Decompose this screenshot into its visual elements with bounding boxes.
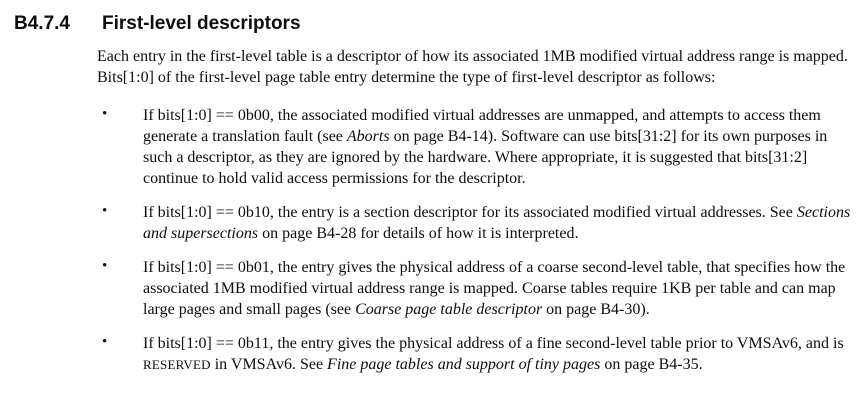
bullet-text: If bits[1:0] == 0b01, the entry gives the physical address of a coarse second-level table, that specifies how the associated 1MB modified virtual address range is mapped. Coarse tables require 1KB per table and can map large pages and small pages (see Coarse page table descriptor on page B4-30). — [143, 259, 846, 318]
bullet-marker-icon: • — [102, 203, 108, 219]
bullet-text: If bits[1:0] == 0b11, the entry gives the physical address of a fine second-level table prior to VMSAv6, and is RESERVED in VMSAv6. See Fine page tables and support of tiny pages on page B4-35. — [143, 335, 844, 373]
section-number: B4.7.4 — [14, 13, 70, 34]
bullet-item — [97, 257, 855, 320]
section-body — [97, 46, 855, 375]
bullet-marker-icon: • — [102, 106, 108, 122]
bullet-list — [97, 105, 855, 375]
section-title: First-level descriptors — [102, 13, 301, 34]
bullet-marker-icon: • — [102, 258, 108, 274]
section-heading — [14, 13, 301, 35]
bullet-item — [97, 105, 855, 189]
bullet-text: If bits[1:0] == 0b10, the entry is a section descriptor for its associated modified virtual addresses. See Sections and supersections on page B4-28 for details of how it is interpreted. — [143, 204, 851, 242]
bullet-marker-icon: • — [102, 334, 108, 350]
bullet-item — [97, 202, 855, 244]
bullet-item — [97, 333, 855, 375]
intro-paragraph: Each entry in the first-level table is a descriptor of how its associated 1MB modified virtual address range is mapped. Bits[1:0] of the first-level page table entry determine the type of first-level descriptor as follows: — [97, 48, 848, 86]
bullet-text: If bits[1:0] == 0b00, the associated modified virtual addresses are unmapped, and attempts to access them generate a translation fault (see Aborts on page B4-14). Software can use bits[31:2] for its own purposes in such a descriptor, as they are ignored by the hardware. Where appropriate, it is suggested that bits[31:2] continue to hold valid access permissions for the descriptor. — [143, 107, 828, 187]
